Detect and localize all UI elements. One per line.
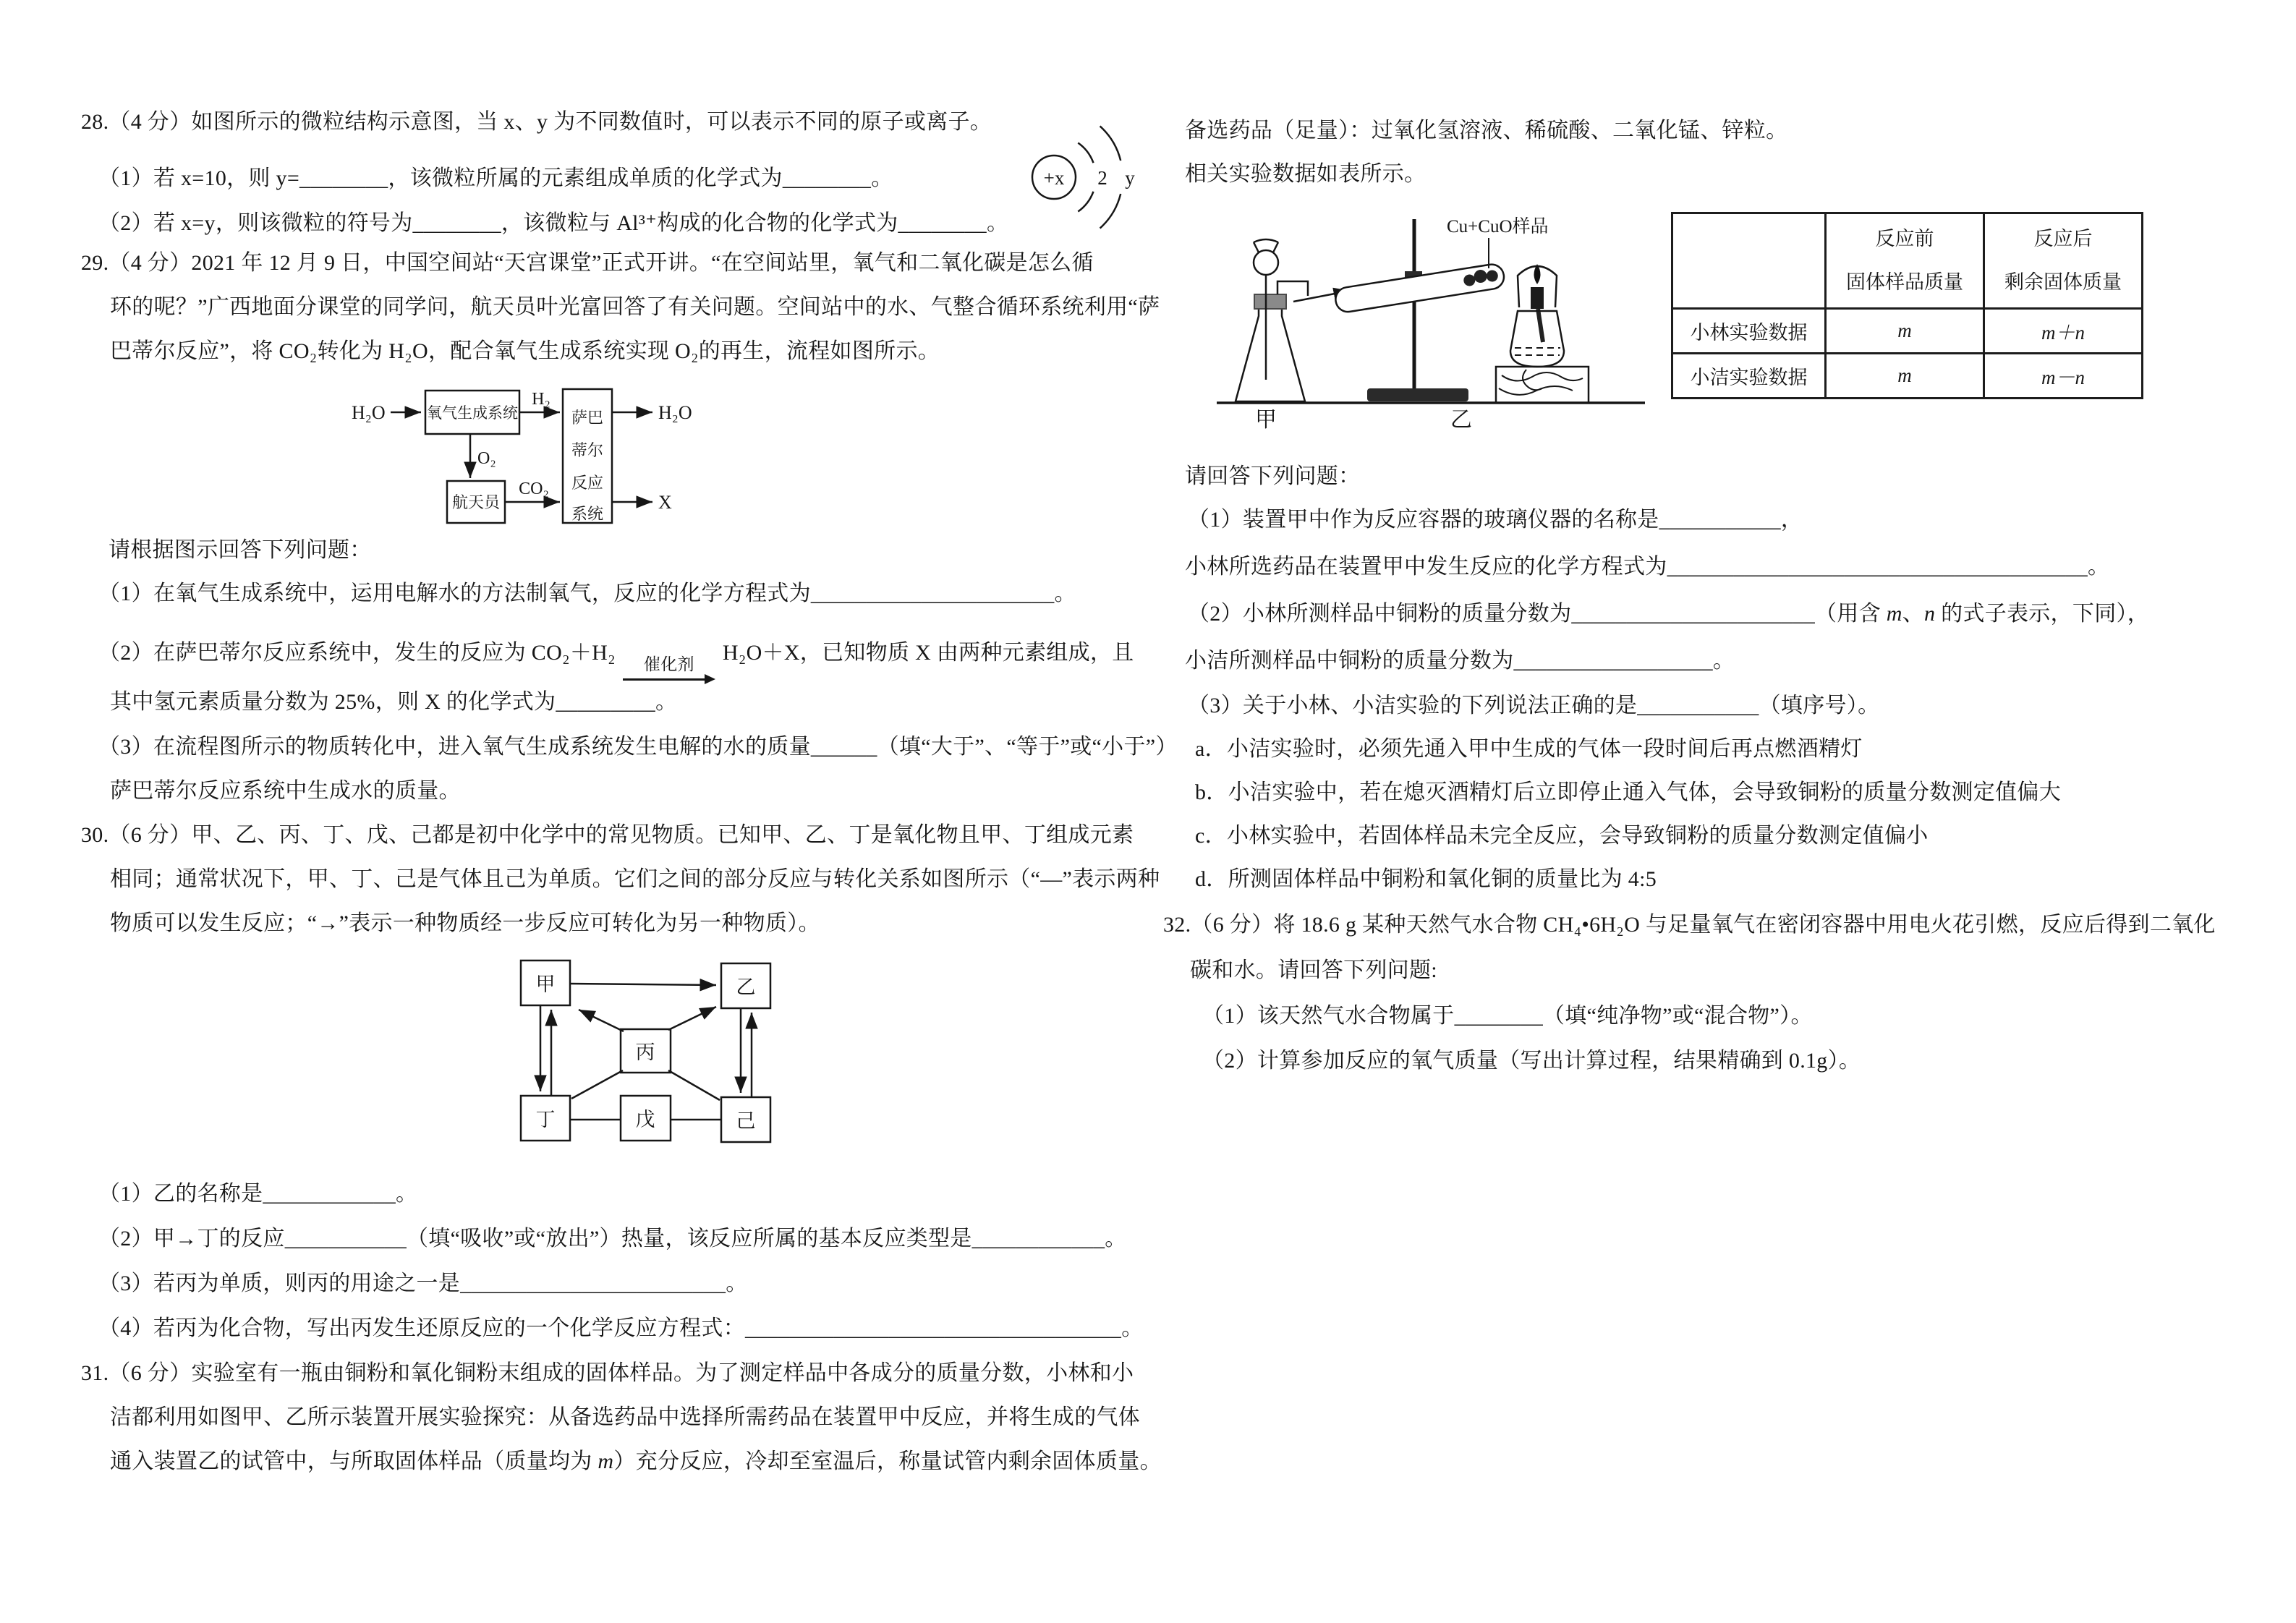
astronaut-label: 航天员 — [451, 493, 501, 511]
device-yi-label: 乙 — [1450, 408, 1472, 432]
flow-output-water-label: H₂O — [658, 402, 692, 423]
q29-intro-line2: 环的呢？”广西地面分课堂的同学问，航天员叶光富回答了有关问题。空间站中的水、气整合循环系统利用“萨 — [110, 295, 1160, 319]
q31-intro-line3 — [110, 1448, 1162, 1475]
wood-grain — [1499, 370, 1583, 395]
q29-ask: 请根据图示回答下列问题： — [109, 538, 372, 562]
row2-label: 小洁实验数据 — [1672, 354, 1826, 399]
nucleus-charge-label: +x — [1043, 167, 1065, 189]
q30-intro-line3: 物质可以发生反应；“→”表示一种物质经一步反应可转化为另一种物质）。 — [110, 911, 820, 935]
header-before-line1: 反应前 — [1875, 228, 1934, 250]
q32-sub2: （2）计算参加反应的氧气质量（写出计算过程，结果精确到 0.1g）。 — [1202, 1049, 1861, 1073]
sabatier-flowchart — [347, 380, 709, 535]
shell1-arc-bottom — [1078, 192, 1093, 212]
r-sub2-sep: 、 — [1902, 602, 1924, 626]
co2-label: CO₂ — [519, 480, 549, 498]
r-sub2-m: m — [1886, 602, 1902, 626]
q30-intro-line1: 30.（6 分）甲、乙、丙、丁、戊、己都是初中化学中的常见物质。已知甲、乙、丁是氧化物且甲、丁组成元素 — [81, 823, 1134, 847]
h2-label: H₂ — [532, 390, 550, 409]
shell1-electrons: 2 — [1097, 167, 1107, 189]
q31-line3-post: ）充分反应，冷却至室温后，称量试管内剩余固体质量。 — [613, 1449, 1162, 1473]
q29-sub2-post: H₂O＋X，已知物质 X 由两种元素组成，且 — [722, 641, 1134, 665]
q29-intro-line3: 巴蒂尔反应”，将 CO₂转化为 H₂O，配合氧气生成系统实现 O₂的再生，流程如图所示。 — [110, 339, 940, 363]
catalyst-label: 催化剂 — [643, 655, 694, 673]
r-opt-a: a．小洁实验时，必须先通入甲中生成的气体一段时间后再点燃酒精灯 — [1195, 737, 1863, 761]
q32-intro-line1: 32.（6 分）将 18.6 g 某种天然气水合物 CH₄•6H₂O 与足量氧气在密闭容器中用电火花引燃，反应后得到二氧化 — [1163, 913, 2216, 937]
lamp-wick — [1538, 309, 1543, 342]
q29-sub2-pre: （2）在萨巴蒂尔反应系统中，发生的反应为 CO₂＋H₂ — [98, 641, 616, 665]
row2-before-mass: m — [1826, 354, 1984, 399]
q30-sub3: （3）若丙为单质，则丙的用途之一是________________________。 — [98, 1271, 748, 1295]
apparatus-diagram — [1208, 206, 1657, 434]
r-sub2b: 小洁所测样品中铜粉的质量分数为__________________。 — [1185, 649, 1735, 673]
test-tube-group — [1334, 263, 1505, 313]
shell1-arc-top — [1078, 143, 1093, 163]
flask-stopper — [1254, 294, 1286, 309]
label-wu: 戊 — [635, 1109, 655, 1130]
table-intro-line: 相关实验数据如表所示。 — [1185, 162, 1427, 186]
reaction-arrow-icon — [623, 673, 715, 685]
q29-sub2-line2: 其中氢元素质量分数为 25%，则 X 的化学式为_________。 — [110, 690, 678, 714]
arrow-bing-to-jia — [579, 1010, 624, 1031]
r-opt-b: b．小洁实验中，若在熄灭酒精灯后立即停止通入气体，会导致铜粉的质量分数测定值偏大 — [1195, 780, 2061, 804]
flow-output-x-label: X — [658, 492, 672, 513]
o2-label: O₂ — [477, 449, 496, 468]
r-sub2-pre: （2）小林所测样品中铜粉的质量分数为______________________（用含 — [1188, 602, 1887, 626]
r-sub3: （3）关于小林、小洁实验的下列说法正确的是___________（填序号）。 — [1188, 694, 1880, 717]
label-yi: 乙 — [736, 976, 756, 998]
q29-sub2 — [98, 639, 1134, 685]
header-after-line2: 剩余固体质量 — [2004, 270, 2122, 293]
q30-sub4: （4）若丙为化合物，写出丙发生还原反应的一个化学反应方程式：__________________________________。 — [98, 1316, 1144, 1340]
r-sub1: （1）装置甲中作为反应容器的玻璃仪器的名称是___________， — [1188, 508, 1803, 532]
row2-after-mass: m－n — [1984, 354, 2143, 399]
shell2-arc-bottom — [1100, 194, 1121, 229]
row1-label: 小林实验数据 — [1672, 309, 1826, 354]
arrow-bing-to-yi — [668, 1007, 716, 1030]
q30-intro-line2: 相同；通常状况下，甲、丁、己是气体且己为单质。它们之间的部分反应与转化关系如图所示（“—”表示两种 — [110, 867, 1160, 891]
q31-intro-line2: 洁都利用如图甲、乙所示装置开展实验探究：从备选药品中选择所需药品在装置甲中反应，并将生成的气体 — [110, 1405, 1141, 1429]
q28-intro: 28.（4 分）如图所示的微粒结构示意图，当 x、y 为不同数值时，可以表示不同的原子或离子。 — [81, 110, 992, 134]
catalyst-arrow — [623, 655, 715, 685]
q32-sub1: （1）该天然气水合物属于________（填“纯净物”或“混合物”）。 — [1202, 1004, 1813, 1028]
funnel-bulb — [1254, 250, 1278, 275]
sabatier-label-2: 蒂尔 — [571, 441, 604, 459]
table-header-before — [1826, 213, 1984, 309]
header-after-line1: 反应后 — [2033, 228, 2093, 250]
table-row — [1672, 354, 2143, 399]
flask-outline — [1236, 299, 1305, 401]
r-sub2-post: 的式子表示，下同）， — [1935, 602, 2150, 626]
particle-structure-diagram — [1021, 116, 1159, 246]
q28-sub2: （2）若 x=y，则该微粒的符号为________，该微粒与 Al³⁺构成的化合物的化学式为________。 — [98, 211, 1009, 235]
reagents-line: 备选药品（足量）：过氧化氢溶液、稀硫酸、二氧化锰、锌粒。 — [1185, 119, 1788, 142]
lamp-body — [1510, 311, 1564, 367]
table-row — [1672, 309, 2143, 354]
device-jia-label: 甲 — [1255, 408, 1277, 432]
row1-before-mass: m — [1826, 309, 1984, 354]
q31-line3-pre: 通入装置乙的试管中，与所取固体样品（质量均为 — [110, 1449, 598, 1473]
r-sub2 — [1188, 600, 2149, 628]
q29-sub1: （1）在氧气生成系统中，运用电解水的方法制氧气，反应的化学方程式为______________________。 — [98, 582, 1076, 605]
r-opt-d: d．所测固体样品中铜粉和氧化铜的质量比为 4:5 — [1195, 867, 1657, 891]
flow-input-water-label: H₂O — [352, 402, 386, 423]
sabatier-label-3: 反应 — [571, 474, 604, 492]
label-ji: 己 — [736, 1110, 756, 1132]
wood-block — [1496, 367, 1589, 403]
stand-base — [1367, 388, 1468, 401]
arrow-jia-to-yi — [570, 984, 716, 985]
oxygen-system-label: 氧气生成系统 — [427, 404, 518, 422]
label-ding: 丁 — [535, 1109, 556, 1130]
q30-sub1: （1）乙的名称是____________。 — [98, 1182, 418, 1206]
row1-after-mass: m＋n — [1984, 309, 2143, 354]
label-jia: 甲 — [535, 974, 556, 995]
sample-label: Cu+CuO样品 — [1447, 217, 1549, 237]
lamp-collar — [1531, 287, 1544, 309]
shell2-electrons: y — [1125, 167, 1135, 189]
q29-sub3: （3）在流程图所示的物质转化中，进入氧气生成系统发生电解的水的质量______（填“大于”、“等于”或“小于”） — [98, 735, 1178, 759]
q31-line3-m: m — [598, 1449, 614, 1473]
label-bing: 丙 — [635, 1041, 655, 1063]
experiment-data-table — [1671, 212, 2143, 399]
table-corner-cell — [1672, 213, 1826, 309]
q29-intro-line1: 29.（4 分）2021 年 12 月 9 日，中国空间站“天宫课堂”正式开讲。“在空间站里，氧气和二氧化碳是怎么循 — [81, 251, 1094, 275]
line-bing-ji — [668, 1070, 720, 1100]
table-header-after — [1984, 213, 2143, 309]
q32-intro-line2: 碳和水。请回答下列问题: — [1190, 958, 1437, 982]
sabatier-label-4: 系统 — [571, 505, 604, 523]
q31-intro-line1: 31.（6 分）实验室有一瓶由铜粉和氧化铜粉末组成的固体样品。为了测定样品中各成分的质量分数，小林和小 — [81, 1361, 1134, 1385]
substance-relationship-diagram — [506, 956, 788, 1151]
line-bing-ding — [571, 1070, 623, 1099]
r-ask: 请回答下列问题： — [1185, 464, 1361, 488]
r-sub2-n: n — [1923, 602, 1936, 626]
header-before-line2: 固体样品质量 — [1846, 270, 1963, 293]
sabatier-label-1: 萨巴 — [571, 409, 604, 427]
shell2-arc-top — [1100, 126, 1121, 161]
q29-sub3-line2: 萨巴蒂尔反应系统中生成水的质量。 — [110, 779, 461, 803]
r-sub1b: 小林所选药品在装置甲中发生反应的化学方程式为______________________________________。 — [1185, 555, 2110, 579]
r-opt-c: c．小林实验中，若固体样品未完全反应，会导致铜粉的质量分数测定值偏小 — [1195, 824, 1929, 848]
q30-sub2: （2）甲→丁的反应___________（填“吸收”或“放出”）热量，该反应所属的基本反应类型是____________。 — [98, 1227, 1127, 1251]
q28-sub1: （1）若 x=10，则 y=________，该微粒所属的元素组成单质的化学式为________。 — [98, 166, 893, 190]
